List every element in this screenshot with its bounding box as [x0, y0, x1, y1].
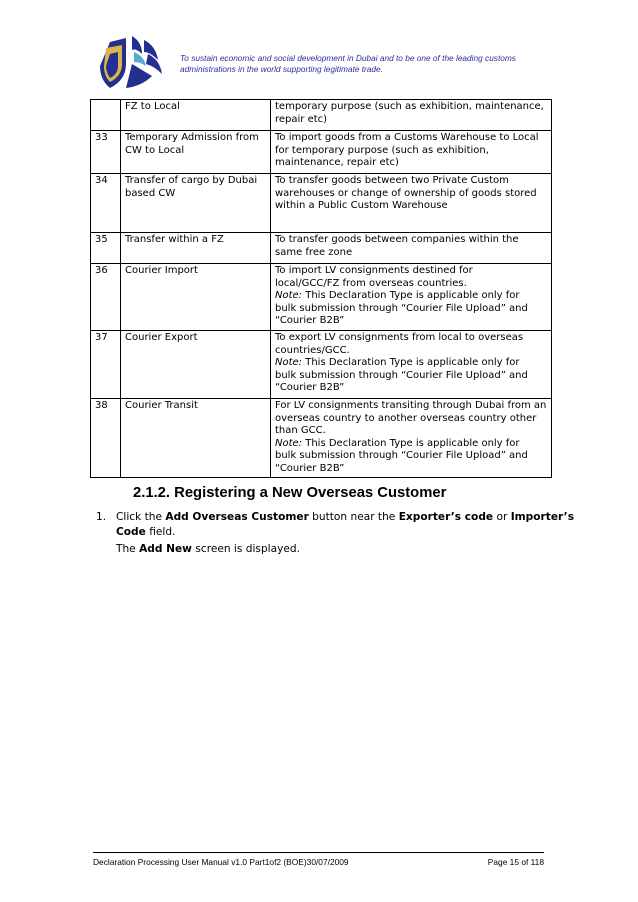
importers-code-ref: Code — [116, 526, 146, 538]
description-line: overseas country to another overseas country other — [275, 412, 537, 424]
footer-page-number: Page 15 of 118 — [487, 857, 544, 867]
step-text-part: or — [493, 511, 511, 523]
description-line: warehouses or change of ownership of goods stored — [275, 187, 537, 199]
declaration-type-name — [121, 233, 271, 264]
note-line: “Courier B2B” — [275, 382, 345, 393]
description-line: To import goods from a Customs Warehouse to Local — [275, 132, 539, 143]
row-number — [91, 100, 121, 131]
description-line: local/GCC/FZ from overseas countries. — [275, 277, 467, 289]
description-line: than GCC. — [275, 425, 326, 436]
footer-divider — [93, 852, 544, 853]
table-row — [91, 131, 552, 174]
table-body — [91, 100, 552, 478]
declaration-type-name — [121, 100, 271, 131]
note-line: “Courier B2B” — [275, 462, 345, 474]
declaration-type-description — [271, 131, 552, 174]
name-line: Temporary Admission from — [125, 132, 259, 143]
table-row — [91, 264, 552, 331]
declaration-type-name — [121, 131, 271, 174]
note-line — [275, 290, 547, 303]
tagline-line: To sustain economic and social development in Dubai and to be one of the leading customs — [180, 53, 516, 63]
name-line: FZ to Local — [125, 101, 180, 112]
declaration-type-name — [121, 399, 271, 478]
note-line: bulk submission through “Courier File Upload” and — [275, 302, 528, 314]
description-line: repair etc) — [275, 113, 328, 125]
declaration-type-name — [121, 331, 271, 399]
add-new-screen-ref: Add New — [139, 543, 192, 555]
declaration-type-description — [271, 399, 552, 478]
exporters-code-ref: Exporter’s code — [398, 511, 494, 523]
row-number: 34 — [91, 174, 121, 233]
description-line: countries/GCC. — [275, 344, 350, 356]
declaration-type-description — [271, 264, 552, 331]
dubai-customs-logo — [96, 32, 168, 92]
step-text — [116, 510, 575, 540]
description-line: same free zone — [275, 246, 353, 258]
note-line — [275, 438, 547, 451]
description-line: To export LV consignments from local to overseas — [275, 332, 524, 343]
step-line — [116, 510, 575, 525]
name-line: Courier Import — [125, 265, 198, 276]
note-line: bulk submission through “Courier File Upload” and — [275, 369, 528, 381]
table-row — [91, 233, 552, 264]
declaration-type-name — [121, 264, 271, 331]
note-label: Note: — [275, 437, 303, 449]
table-row — [91, 331, 552, 399]
note-text: This Declaration Type is applicable only for — [302, 290, 520, 301]
section-heading: 2.1.2. Registering a New Overseas Customer — [133, 485, 447, 501]
row-number: 37 — [91, 331, 121, 399]
description-line: temporary purpose (such as exhibition, maintenance, — [275, 101, 544, 112]
tagline-line: administrations in the world supporting legitimate trade. — [180, 64, 383, 74]
row-number: 33 — [91, 131, 121, 174]
page-header — [0, 0, 638, 100]
step-text-part: button near the — [308, 511, 399, 523]
name-line: Courier Export — [125, 332, 198, 343]
note-line: bulk submission through “Courier File Upload” and — [275, 450, 528, 461]
declaration-type-description — [271, 174, 552, 233]
declaration-type-description — [271, 100, 552, 131]
step-line — [116, 525, 566, 540]
step-result — [116, 543, 300, 555]
step-text-part: Click the — [116, 511, 166, 523]
description-line: For LV consignments transiting through Dubai from an — [275, 400, 547, 411]
name-line: Transfer within a FZ — [125, 234, 224, 245]
note-label: Note: — [275, 357, 303, 368]
description-line: within a Public Custom Warehouse — [275, 200, 448, 211]
description-line: To transfer goods between companies within the — [275, 234, 519, 245]
table-row — [91, 399, 552, 478]
table-row — [91, 100, 552, 131]
note-text: This Declaration Type is applicable only for — [302, 357, 520, 368]
note-line: “Courier B2B” — [275, 315, 345, 326]
name-line: based CW — [125, 187, 176, 199]
declaration-types-table — [90, 99, 552, 478]
result-text-part: screen is displayed. — [191, 543, 300, 555]
step-text-part: field. — [145, 526, 176, 538]
result-text-part: The — [116, 543, 140, 555]
declaration-type-description — [271, 233, 552, 264]
declaration-type-description — [271, 331, 552, 399]
description-line: maintenance, repair etc) — [275, 157, 399, 168]
note-text: This Declaration Type is applicable only for — [302, 437, 520, 449]
note-label: Note: — [275, 290, 303, 301]
note-line — [275, 357, 547, 370]
name-line: Transfer of cargo by Dubai — [125, 175, 258, 186]
table-row — [91, 174, 552, 233]
row-number: 36 — [91, 264, 121, 331]
declaration-type-name — [121, 174, 271, 233]
description-line: for temporary purpose (such as exhibition, — [275, 144, 489, 156]
step-marker: 1. — [96, 511, 107, 523]
name-line: Courier Transit — [125, 400, 198, 411]
row-number: 38 — [91, 399, 121, 478]
importers-code-ref: Importer’s — [510, 511, 575, 523]
name-line: CW to Local — [125, 144, 185, 156]
add-overseas-customer-ref: Add Overseas Customer — [165, 511, 309, 523]
description-line: To transfer goods between two Private Custom — [275, 175, 509, 186]
description-line: To import LV consignments destined for — [275, 265, 473, 276]
row-number: 35 — [91, 233, 121, 264]
header-tagline — [180, 53, 580, 75]
footer-document-title: Declaration Processing User Manual v1.0 Part1of2 (BOE)30/07/2009 — [93, 857, 349, 867]
